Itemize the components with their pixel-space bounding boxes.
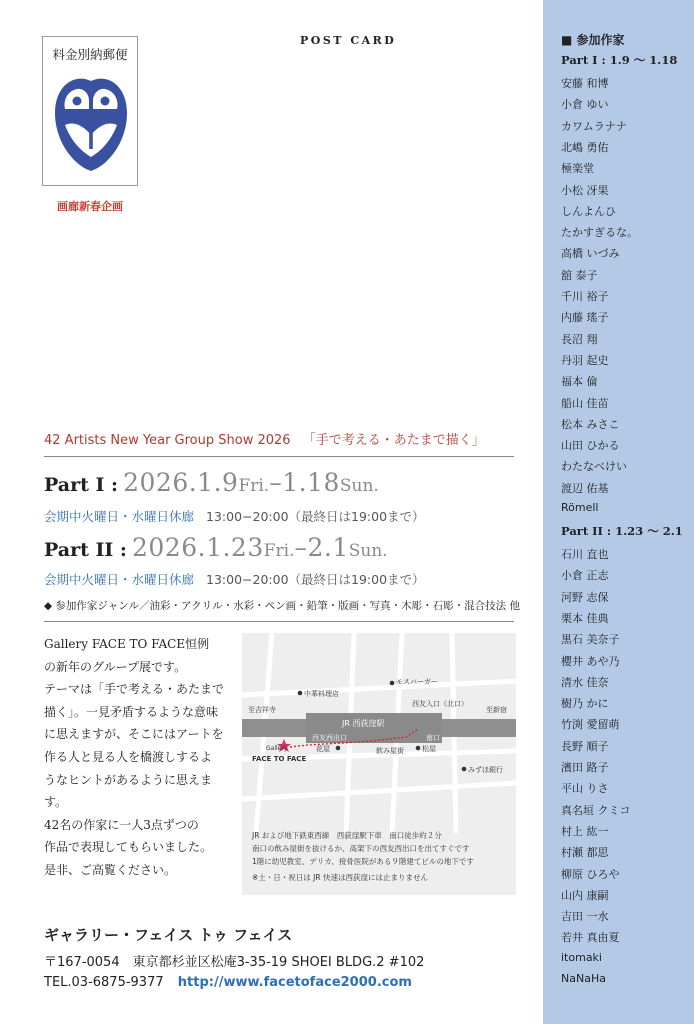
part1-end: 1.18 — [282, 468, 340, 497]
artist-name: NaNaHa — [561, 972, 606, 985]
artist-name: 清水 佳奈 — [561, 675, 609, 689]
artist-name: 福本 倫 — [561, 375, 598, 389]
description-line: Gallery FACE TO FACE恒例 — [44, 637, 210, 651]
description-line: うなヒントがあるように思えます。 — [44, 772, 213, 810]
map-note: JR および地下鉄東西線 西荻窪駅下車 南口徒歩約２分 — [252, 831, 442, 840]
show-subtitle: 「手で考える・あたまで描く」 — [302, 433, 485, 448]
artist-name: 村瀬 都思 — [561, 846, 609, 860]
artist-name: 松本 みさこ — [561, 417, 620, 431]
artist-name: 樹乃 かに — [561, 697, 609, 711]
artist-name: 小松 冴果 — [561, 183, 609, 197]
artist-name: わたなべけい — [561, 460, 627, 474]
map-label: 西友入口（北口） — [412, 700, 468, 708]
description-line: の新年のグループ展です。 — [44, 659, 187, 674]
map-label: 松屋 — [422, 745, 436, 753]
artist-name: 竹渕 愛留萌 — [561, 718, 620, 732]
part1-dates — [44, 468, 379, 497]
access-map — [242, 633, 516, 895]
part2-time: 13:00−20:00（最終日は19:00まで） — [206, 572, 425, 587]
artist-name: 渡辺 佑基 — [561, 481, 609, 495]
map-note: 1階に幼児教室、デリカ、接骨医院がある９階建てビルの地下です — [252, 857, 474, 866]
part1-time: 13:00−20:00（最終日は19:00まで） — [206, 509, 425, 524]
artist-name: 櫻井 あや乃 — [561, 654, 620, 668]
artist-name: Römell — [561, 501, 599, 514]
gallery-name: ギャラリー・フェイス トゥ フェイス — [44, 926, 293, 944]
artist-name: itomaki — [561, 950, 602, 964]
part1-start-day: Fri. — [238, 476, 270, 496]
part1-dash: – — [269, 468, 283, 497]
artist-name: 小倉 ゆい — [561, 98, 609, 112]
map-label: 至吉祥寺 — [248, 706, 276, 714]
description-line: 42名の作家に一人3点ずつの — [44, 817, 199, 832]
part2-start-day: Fri. — [263, 541, 295, 561]
part2-end: 2.1 — [307, 533, 349, 562]
map-label: 飲み屋街 — [376, 747, 404, 755]
part2-closed-days: 会期中火曜日・水曜日休廊 — [44, 572, 195, 587]
exhibition-type-label: 画廊新春企画 — [57, 200, 123, 213]
description-line: 作る人と見る人を橋渡しするよ — [44, 749, 213, 764]
part2-dash: – — [294, 533, 308, 562]
artist-name: 河野 志保 — [561, 590, 609, 604]
map-label: モスバーガー — [396, 678, 438, 686]
map-label: 南口 — [426, 734, 440, 742]
postal-logo-icon — [53, 73, 129, 173]
genre-list: ◆ 参加作家ジャンル／油彩・アクリル・水彩・ペン画・鉛筆・版画・写真・木彫・石彫・混合技法 他 — [44, 600, 520, 612]
part2-label: Part II : — [44, 539, 127, 561]
artist-name: 黒石 美奈子 — [561, 633, 620, 647]
map-label: 花屋 — [316, 745, 330, 753]
artist-name: たかすぎるな。 — [561, 226, 638, 240]
map-label: みずほ銀行 — [468, 766, 503, 774]
artist-name: 千川 裕子 — [561, 290, 609, 303]
artist-name: 舘 泰子 — [561, 268, 598, 282]
artist-name: 内藤 瑤子 — [561, 311, 609, 325]
artist-name: 高橋 いづみ — [561, 247, 620, 261]
map-note: 南口の飲み屋街を抜けるか、高架下の西友西出口を出てすぐです — [252, 844, 470, 853]
divider — [44, 456, 514, 457]
artist-name: 長沼 翔 — [561, 332, 598, 346]
artist-name: 丹羽 起史 — [561, 353, 609, 367]
map-notes — [252, 829, 512, 884]
artist-name: しんよんひ — [561, 204, 616, 218]
artist-name: 濱田 路子 — [561, 761, 609, 774]
part1-start: 2026.1.9 — [123, 468, 239, 497]
artist-name: 山田 ひかる — [561, 439, 620, 453]
gallery-tel: TEL.03-6875-9377 — [44, 975, 164, 990]
gallery-contact — [44, 975, 412, 990]
artists-heading: ■ 参加作家 — [561, 33, 625, 47]
description-line: に思えますが、そこにはアートを — [44, 727, 224, 742]
artist-name: 真名垣 クミコ — [561, 803, 631, 817]
artist-name: 北嶋 勇佑 — [561, 140, 609, 154]
artist-name: 栗本 佳典 — [561, 611, 609, 625]
description — [44, 633, 234, 882]
map-label: 西友西出口 — [312, 734, 347, 742]
part2-start: 2026.1.23 — [132, 533, 264, 562]
part2-artists-heading: Part II : 1.23 〜 2.1 — [561, 524, 683, 538]
artist-name: 長野 順子 — [561, 739, 609, 753]
artists-panel — [543, 0, 694, 1024]
artist-name: 船山 佳苗 — [561, 396, 609, 410]
part2-hours — [44, 570, 425, 588]
map-note: ※土・日・祝日は JR 快速は西荻窪には止まりません — [252, 873, 428, 882]
map-label: 中華料理店 — [304, 690, 339, 698]
postage-label: 料金別納郵便 — [52, 47, 128, 62]
artist-name: 小倉 正志 — [561, 569, 609, 583]
map-label: JR 西荻窪駅 — [342, 719, 385, 728]
artist-name: 平山 りさ — [561, 782, 609, 796]
artist-name: 山内 康嗣 — [561, 888, 609, 902]
postcard-heading: POST CARD — [300, 34, 397, 47]
part1-hours — [44, 507, 425, 525]
show-title-en: 42 Artists New Year Group Show 2026 — [44, 433, 291, 448]
part1-end-day: Sun. — [339, 476, 379, 496]
artist-name: 石川 直也 — [561, 548, 609, 561]
artist-name: カワムラナナ — [561, 119, 627, 133]
artist-name: 安藤 和博 — [561, 77, 609, 90]
divider — [44, 621, 514, 622]
artist-name: 柳原 ひろや — [561, 867, 620, 881]
map-label: Gallery — [266, 745, 288, 752]
artist-name: 極楽堂 — [561, 162, 594, 176]
artist-name: 村上 紘一 — [561, 824, 609, 838]
part1-label: Part I : — [44, 474, 119, 496]
part2-dates — [44, 533, 388, 562]
description-line: 描く」。一見矛盾するような意味 — [44, 704, 219, 719]
part1-closed-days: 会期中火曜日・水曜日休廊 — [44, 509, 195, 524]
description-line: テーマは「手で考える・あたまで — [44, 682, 225, 697]
show-title — [44, 429, 485, 448]
map-label: FACE TO FACE — [252, 755, 307, 763]
gallery-address: 〒167-0054 東京都杉並区松庵3-35-19 SHOEI BLDG.2 #102 — [44, 955, 425, 970]
gallery-url-link[interactable]: http://www.facetoface2000.com — [177, 975, 412, 990]
map-label: 至新宿 — [486, 706, 507, 714]
part1-artists-heading: Part I : 1.9 〜 1.18 — [561, 53, 678, 67]
description-line: 作品で表現してもらいました。 — [44, 840, 213, 855]
artist-name: 若井 真由夏 — [561, 931, 620, 945]
postage-stamp-box — [42, 36, 138, 186]
description-line: 是非、ご高覧ください。 — [44, 862, 177, 877]
part2-end-day: Sun. — [348, 541, 388, 561]
artist-name: 吉田 一水 — [561, 910, 609, 924]
